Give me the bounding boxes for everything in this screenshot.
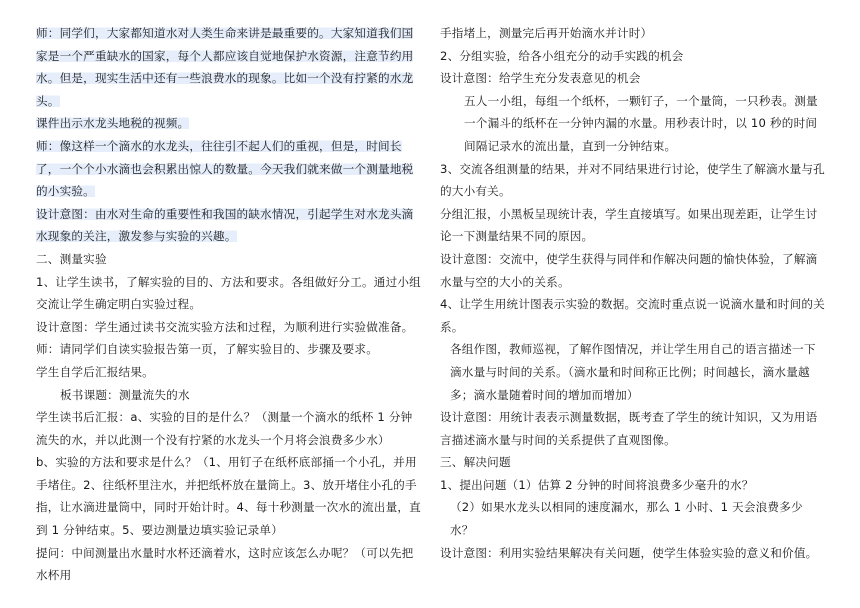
paragraph: 设计意图：给学生充分发表意见的机会 — [440, 71, 641, 86]
paragraph — [36, 203, 422, 248]
paragraph: 学生读书后汇报：a、实验的目的是什么？（测量一个滴水的纸杯 1 分钟流失的水，并以此测一个没有拧紧的水龙头一个月将会浪费多少水） — [36, 410, 413, 447]
paragraph: 设计意图：利用实验结果解决有关问题，使学生体验实验的意义和价值。 — [440, 545, 818, 560]
paragraph: 各组作图，教师巡视，了解作图情况，并让学生用自己的语言描述一下滴水量与时间的关系。（滴水量和时间称正比例；时间越长，滴水量越多；滴水量随着时间的增加而增加） — [450, 342, 816, 402]
paragraph: 五人一小组，每组一个纸杯，一颗钉子，一个量筒，一只秒表。测量一个漏斗的纸杯在一分钟内漏的水量。用秒表计时，以 10 秒的时间间隔记录水的流出量，直到一分钟结束。 — [464, 93, 818, 153]
right-column — [440, 22, 826, 564]
paragraph: 学生自学后汇报结果。 — [36, 364, 154, 379]
section-heading: 二、测量实验 — [36, 251, 107, 266]
paragraph: 设计意图：学生通过读书交流实验方法和过程，为顺利进行实验做准备。 — [36, 319, 414, 334]
highlighted-text: 设计意图：由水对生命的重要性和我国的缺水情况，引起学生对水龙头滴水现象的关注，激发参与实验的兴趣。 — [36, 206, 414, 244]
paragraph: 1、提出问题（1）估算 2 分钟的时间将浪费多少毫升的水？ — [440, 477, 754, 492]
paragraph: 提问：中间测量出水量时水杯还滴着水，这时应该怎么办呢？（可以先把水杯用 — [36, 545, 414, 583]
paragraph: b、实验的方法和要求是什么？（1、用钉子在纸杯底部捅一个小孔，并用手堵住。2、往纸杯里注水，并把纸杯放在量筒上。3、放开堵住小孔的手指，让水滴进量筒中，同时开始计时。4、每十秒测量一次水的流出量，直到 1 分钟结束。5、要边测量边填实验记录单） — [36, 455, 421, 538]
board-title: 板书课题：测量流失的水 — [60, 387, 190, 402]
highlighted-text: 师：像这样一个滴水的水龙头，往往引不起人们的重视，但是，时间长了，一个个小水滴也会积累出惊人的数量。今天我们就来做一个测量地税的小实验。 — [36, 138, 414, 199]
paragraph: 手指堵上，测量完后再开始滴水并计时） — [440, 26, 653, 40]
paragraph — [36, 135, 422, 203]
highlighted-text: 师：同学们，大家都知道水对人类生命来讲是最重要的。大家知道我们国家是一个严重缺水的国家，每个人都应该自觉地保护水资源，注意节约用水。但是，现实生活中还有一些浪费水的现象。比如一个没有拧紧的水龙头。 — [36, 26, 414, 108]
paragraph: 3、交流各组测量的结果，并对不同结果进行讨论，使学生了解滴水量与孔的大小有关。 — [440, 161, 825, 199]
left-column — [36, 22, 422, 587]
paragraph — [36, 112, 422, 135]
paragraph: 设计意图：交流中，使学生获得与同伴和作解决问题的愉快体验，了解滴水量与空的大小的关系。 — [440, 251, 818, 289]
paragraph: 设计意图：用统计表表示测量数据，既考查了学生的统计知识，又为用语言描述滴水量与时间的关系提供了直观图像。 — [440, 410, 818, 447]
paragraph: 2、分组实验，给各小组充分的动手实践的机会 — [440, 48, 684, 63]
paragraph: 4、让学生用统计图表示实验的数据。交流时重点说一说滴水量和时间的关系。 — [440, 297, 825, 334]
paragraph: 师：请同学们自读实验报告第一页，了解实验目的、步骤及要求。 — [36, 342, 379, 357]
paragraph: 1、让学生读书，了解实验的目的、方法和要求。各组做好分工。通过小组交流让学生确定明白实验过程。 — [36, 274, 421, 312]
section-heading: 三、解决问题 — [440, 455, 511, 470]
paragraph: 分组汇报，小黑板呈现统计表，学生直接填写。如果出现差距，让学生讨论一下测量结果不同的原因。 — [440, 206, 818, 244]
paragraph: （2）如果水龙头以相同的速度漏水，那么 1 小时、1 天会浪费多少水？ — [450, 500, 803, 538]
paragraph — [36, 22, 422, 112]
highlighted-text: 课件出示水龙头地税的视频。 — [36, 116, 190, 131]
